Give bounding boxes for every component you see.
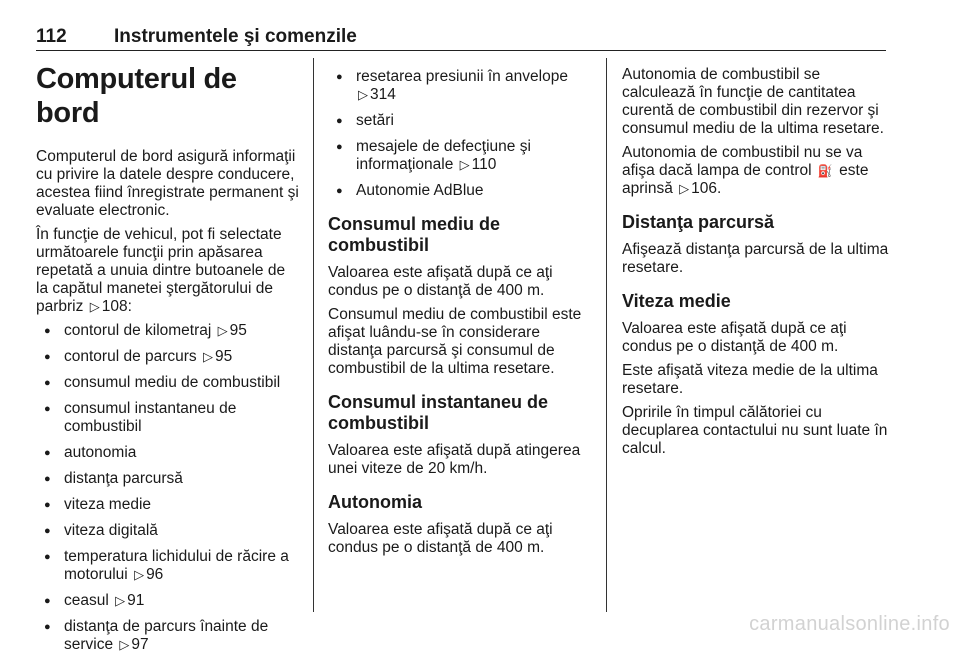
column-2 xyxy=(328,58,593,563)
page-reference[interactable]: 95 xyxy=(229,322,247,339)
intro-paragraph: Computerul de bord asigură informaţii cu privire la datele despre conducere, acestea fiind înregistrate permanent şi evaluate electronic. xyxy=(36,148,299,219)
list-item-text: Autonomie AdBlue xyxy=(356,182,484,199)
list-item-text: distanţa de parcurs înainte de service xyxy=(64,618,269,653)
section-title: Computerul de bord xyxy=(36,63,237,129)
heading-consum-instantaneu: Consumul instantaneu de combustibil xyxy=(328,392,549,433)
page-header xyxy=(36,26,886,51)
page-number: 112 xyxy=(36,26,67,47)
list-item-text: autonomia xyxy=(64,444,137,461)
page-reference[interactable]: 106. xyxy=(691,180,722,197)
function-list-continued xyxy=(328,68,593,200)
list-item xyxy=(36,618,301,654)
reference-arrow-icon: ▷ xyxy=(679,181,690,196)
reference-arrow-icon: ▷ xyxy=(217,323,228,338)
list-item-text: consumul instantaneu de combustibil xyxy=(64,400,237,435)
paragraph: Valoarea este afişată după ce aţi condus pe o distanţă de 400 m. xyxy=(622,320,847,355)
paragraph: Este afişată viteza medie de la ultima resetare. xyxy=(622,362,878,397)
column-divider xyxy=(606,58,607,612)
page-reference[interactable]: 110 xyxy=(471,156,497,173)
heading-consum-mediu: Consumul mediu de combustibil xyxy=(328,214,501,255)
page-reference[interactable]: 108: xyxy=(101,298,132,315)
list-item-text: ceasul xyxy=(64,592,109,609)
column-3 xyxy=(622,66,890,464)
functions-text: În funcţie de vehicul, pot fi selectate următoarele funcţii prin apăsarea repetată a unuia dintre butoanele de la capătul manetei ştergătorului de parbriz xyxy=(36,226,286,315)
functions-paragraph xyxy=(36,226,301,316)
reference-arrow-icon: ▷ xyxy=(115,593,126,608)
list-item-text: mesajele de defecţiune şi informaţionale xyxy=(356,138,531,173)
list-item xyxy=(36,348,301,366)
reference-arrow-icon: ▷ xyxy=(89,299,100,314)
page-reference[interactable]: 95 xyxy=(215,348,233,365)
paragraph: Valoarea este afişată după ce aţi condus pe o distanţă de 400 m. xyxy=(328,521,553,556)
list-item xyxy=(328,68,593,104)
list-item xyxy=(36,400,301,436)
list-item xyxy=(36,592,301,610)
list-item xyxy=(36,522,301,540)
page-reference[interactable]: 96 xyxy=(146,566,164,583)
reference-arrow-icon: ▷ xyxy=(134,567,145,582)
list-item xyxy=(36,444,301,462)
paragraph: Afişează distanţa parcursă de la ultima resetare. xyxy=(622,241,889,276)
list-item-text: temperatura lichidului de răcire a motorului xyxy=(64,548,289,583)
page-reference[interactable]: 91 xyxy=(127,592,145,609)
paragraph: Opririle în timpul călătoriei cu decuplarea contactului nu sunt luate în calcul. xyxy=(622,404,888,457)
paragraph: Autonomia de combustibil se calculează în funcţie de cantitatea curentă de combustibil din rezervor şi consumul mediu de la ultima resetare. xyxy=(622,66,884,137)
list-item-text: contorul de kilometraj xyxy=(64,322,212,339)
paragraph xyxy=(622,144,890,198)
heading-viteza: Viteza medie xyxy=(622,291,731,311)
page-reference[interactable]: 314 xyxy=(370,86,396,103)
paragraph: Consumul mediu de combustibil este afişat luându-se în considerare distanţa parcursă şi consumul de combustibil de la ultima resetare. xyxy=(328,306,582,377)
list-item xyxy=(328,182,593,200)
column-1 xyxy=(36,58,301,662)
paragraph: Valoarea este afişată după atingerea unei viteze de 20 km/h. xyxy=(328,442,581,477)
list-item-text: consumul mediu de combustibil xyxy=(64,374,281,391)
watermark: carmanualsonline.info xyxy=(749,613,950,635)
list-item-text: distanţa parcursă xyxy=(64,470,183,487)
list-item xyxy=(328,112,593,130)
reference-arrow-icon: ▷ xyxy=(459,157,470,172)
list-item xyxy=(36,470,301,488)
list-item xyxy=(36,322,301,340)
fuel-pump-icon: ⛽ xyxy=(817,164,833,178)
reference-arrow-icon: ▷ xyxy=(119,637,130,652)
text: Autonomia de combustibil nu se va afişa dacă lampa de control xyxy=(622,144,863,179)
list-item-text: resetarea presiunii în anvelope xyxy=(356,68,568,85)
page-reference[interactable]: 97 xyxy=(131,636,149,653)
heading-distanta: Distanţa parcursă xyxy=(622,212,775,232)
list-item-text: setări xyxy=(356,112,394,129)
list-item-text: viteza medie xyxy=(64,496,152,513)
paragraph: Valoarea este afişată după ce aţi condus pe o distanţă de 400 m. xyxy=(328,264,553,299)
text: este aprinsă xyxy=(622,162,869,197)
reference-arrow-icon: ▷ xyxy=(358,87,368,102)
list-item-text: viteza digitală xyxy=(64,522,158,539)
list-item-text: contorul de parcurs xyxy=(64,348,197,365)
list-item xyxy=(328,138,593,174)
list-item xyxy=(36,496,301,514)
heading-autonomia: Autonomia xyxy=(328,492,422,512)
function-list xyxy=(36,322,301,654)
column-divider xyxy=(313,58,314,612)
list-item xyxy=(36,548,301,584)
running-title: Instrumentele şi comenzile xyxy=(114,26,357,47)
list-item xyxy=(36,374,301,392)
reference-arrow-icon: ▷ xyxy=(203,349,213,364)
